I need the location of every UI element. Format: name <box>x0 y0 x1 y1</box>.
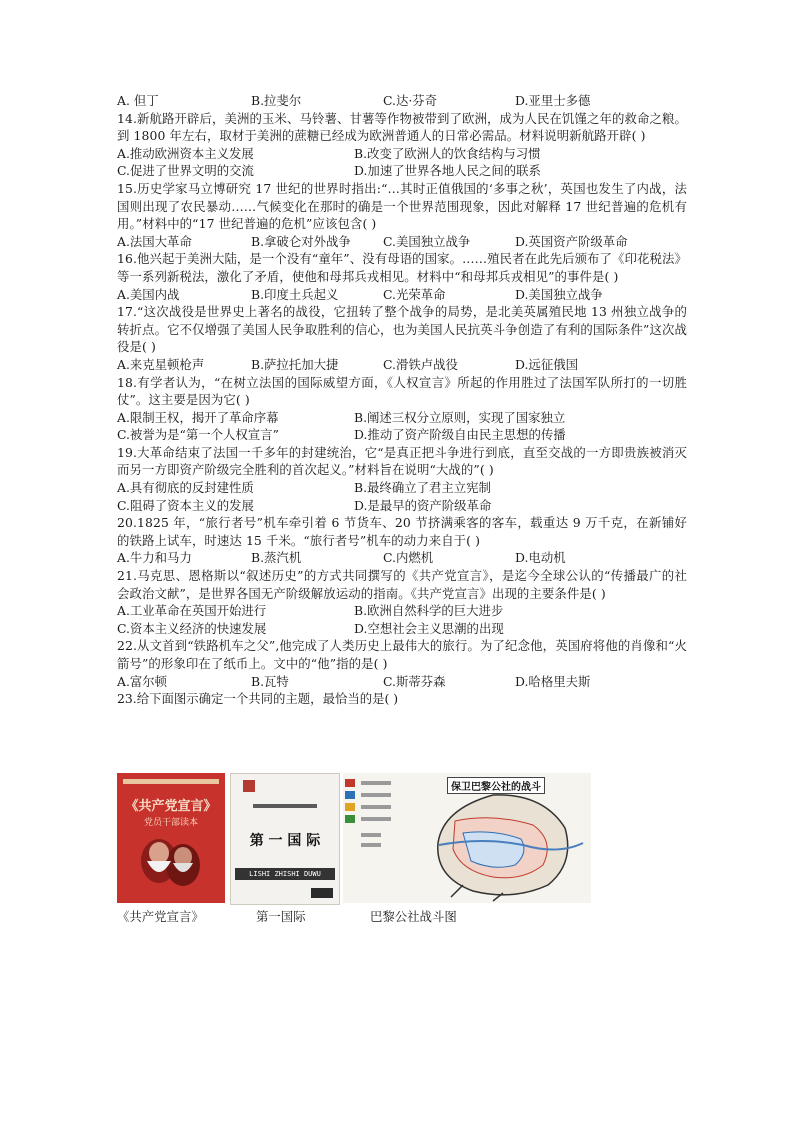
option[interactable]: C.资本主义经济的快速发展 <box>117 620 267 636</box>
option[interactable]: D.英国资产阶级革命 <box>515 233 628 249</box>
option[interactable]: B.拉斐尔 <box>251 93 302 108</box>
q21-stem: 21.马克思、恩格斯以“叙述历史”的方式共同撰写的《共产党宣言》，是迄今全球公认的“传播最广的社会政治文献”，是世界各国无产阶级解放运动的指南。《共产党宣言》出现的主要条件是( ) <box>117 568 687 601</box>
q21-options <box>117 602 687 637</box>
exam-page <box>117 92 687 708</box>
q18-options <box>117 409 687 444</box>
option[interactable]: B.改变了欧洲人的饮食结构与习惯 <box>354 145 541 161</box>
option[interactable]: B.最终确立了君主立宪制 <box>354 480 491 496</box>
option[interactable]: C.光荣革命 <box>383 286 446 302</box>
q17-stem: 17.“这次战役是世界史上著名的战役，它扭转了整个战争的局势，是北美英属殖民地 13 州独立战争的转折点。它不仅增强了美国人民争取胜利的信心，也为美国人民抗英斗争创造了有利的国际条件”这次战役是( ) <box>117 304 687 355</box>
option[interactable]: A.来克星顿枪声 <box>117 356 205 372</box>
q22-options <box>117 673 687 691</box>
q20-options <box>117 549 687 567</box>
book-cover-title: 第 一 国 际 <box>249 833 321 849</box>
q19-stem: 19.大革命结束了法国一千多年的封建统治，它“是真正把斗争进行到底，直至交战的一方即贵族被消灭而另一方即资产阶级完全胜利的首次起义。”材料旨在说明“大战的”( ) <box>117 444 687 478</box>
marx-engels-portrait-icon <box>117 831 225 901</box>
option[interactable]: B.拿破仑对外战争 <box>251 233 351 249</box>
option[interactable]: C.滑铁卢战役 <box>383 356 458 372</box>
option[interactable]: A.具有彻底的反封建性质 <box>117 480 254 496</box>
q19-options <box>117 479 687 514</box>
option[interactable]: D.加速了世界各地人民之间的联系 <box>354 163 541 179</box>
option[interactable]: D.哈格里夫斯 <box>515 673 591 689</box>
q15-stem: 15.历史学家马立博研究 17 世纪的世界时指出:“…其时正值俄国的‘多事之秋’，英国也发生了内战，法国则出现了农民暴动……气候变化在那时的确是一个世界范围现象，因此对解释 17 世纪普遍的危机有用。”材料中的“17 世纪普遍的危机”应该包含( ) <box>117 180 687 232</box>
q16-options <box>117 286 687 304</box>
option[interactable]: C.斯蒂芬森 <box>383 673 446 689</box>
caption: 巴黎公社战斗图 <box>370 909 457 924</box>
option[interactable]: D.电动机 <box>515 550 566 566</box>
q14-stem: 14.新航路开辟后，美洲的玉米、马铃薯、甘薯等作物被带到了欧洲，成为人民在饥馑之年的救命之粮。到 1800 年左右，取材于美洲的蔗糖已经成为欧洲普通人的日常必需品。材料说明新航路开辟( ) <box>117 110 687 144</box>
option[interactable]: A.美国内战 <box>117 286 180 302</box>
option[interactable]: D.亚里士多德 <box>515 93 591 108</box>
paris-commune-map <box>343 773 591 903</box>
option[interactable]: A.限制王权，揭开了革命序幕 <box>117 409 279 425</box>
q16-stem: 16.他兴起于美洲大陆，是一个没有“童年”、没有母语的国家。……殖民者在此先后颁布了《印花税法》等一系列新税法，激化了矛盾，使他和母邦兵戎相见。材料中“和母邦兵戎相见”的事件是( ) <box>117 251 687 284</box>
option[interactable]: A.工业革命在英国开始进行 <box>117 603 267 619</box>
caption: 《共产党宣言》 <box>117 909 204 924</box>
q14-options <box>117 145 687 180</box>
option[interactable]: D.是最早的资产阶级革命 <box>354 497 492 513</box>
option[interactable]: C.美国独立战争 <box>383 233 471 249</box>
first-international-book-cover <box>230 773 340 905</box>
q18-stem: 18.有学者认为，“在树立法国的国际威望方面，《人权宣言》所起的作用胜过了法国军队所打的一切胜仗”。这主要是因为它( ) <box>117 374 687 408</box>
caption: 第一国际 <box>256 909 306 924</box>
option[interactable]: C.被誉为是“第一个人权宣言” <box>117 427 279 443</box>
option[interactable]: D.远征俄国 <box>515 356 578 372</box>
option[interactable]: A.法国大革命 <box>117 233 192 249</box>
option[interactable]: A.富尔顿 <box>117 673 168 689</box>
book-cover-pinyin: LISHI ZHISHI DUWU <box>235 868 335 880</box>
option[interactable]: B.萨拉托加大捷 <box>251 356 339 372</box>
option[interactable]: B.瓦特 <box>251 673 289 689</box>
option[interactable]: A.牛力和马力 <box>117 550 192 566</box>
q15-options <box>117 233 687 251</box>
option[interactable]: C.促进了世界文明的交流 <box>117 163 254 179</box>
option[interactable]: B.阐述三权分立原则，实现了国家独立 <box>354 409 566 425</box>
option[interactable]: B.印度土兵起义 <box>251 286 339 302</box>
option[interactable]: A. 但丁 <box>117 93 159 108</box>
book-cover-subtitle: 党员干部读本 <box>143 818 198 828</box>
option[interactable]: D.美国独立战争 <box>515 286 603 302</box>
option[interactable]: A.推动欧洲资本主义发展 <box>117 145 254 161</box>
q23-stem: 23.给下面图示确定一个共同的主题，最恰当的是( ) <box>117 691 399 707</box>
q22-stem: 22.从文首到“铁路机车之父”,他完成了人类历史上最伟大的旅行。为了纪念他，英国府将他的肖像和“火箭号”的形象印在了纸币上。文中的“他”指的是( ) <box>117 638 687 671</box>
option[interactable]: B.欧洲自然科学的巨大进步 <box>354 603 504 619</box>
map-title: 保卫巴黎公社的战斗 <box>447 777 545 794</box>
option[interactable]: B.蒸汽机 <box>251 550 302 566</box>
q20-stem: 20.1825 年，“旅行者号”机车牵引着 6 节货车、20 节挤满乘客的客车，载重达 9 万千克，在新铺好的铁路上试车，时速达 15 千米。“旅行者号”机车的动力来自于( ) <box>117 515 687 548</box>
option[interactable]: C.达·芬奇 <box>383 93 438 108</box>
manifesto-book-cover <box>117 773 225 903</box>
option[interactable]: C.阻碍了资本主义的发展 <box>117 497 254 513</box>
option[interactable]: D.推动了资产阶级自由民主思想的传播 <box>354 427 566 443</box>
q13-options <box>117 92 687 110</box>
q17-options <box>117 356 687 374</box>
option[interactable]: D.空想社会主义思潮的出现 <box>354 620 504 636</box>
book-cover-title: 《共产党宣言》 <box>125 799 217 814</box>
option[interactable]: C.内燃机 <box>383 550 434 566</box>
q23-figures <box>117 773 541 903</box>
